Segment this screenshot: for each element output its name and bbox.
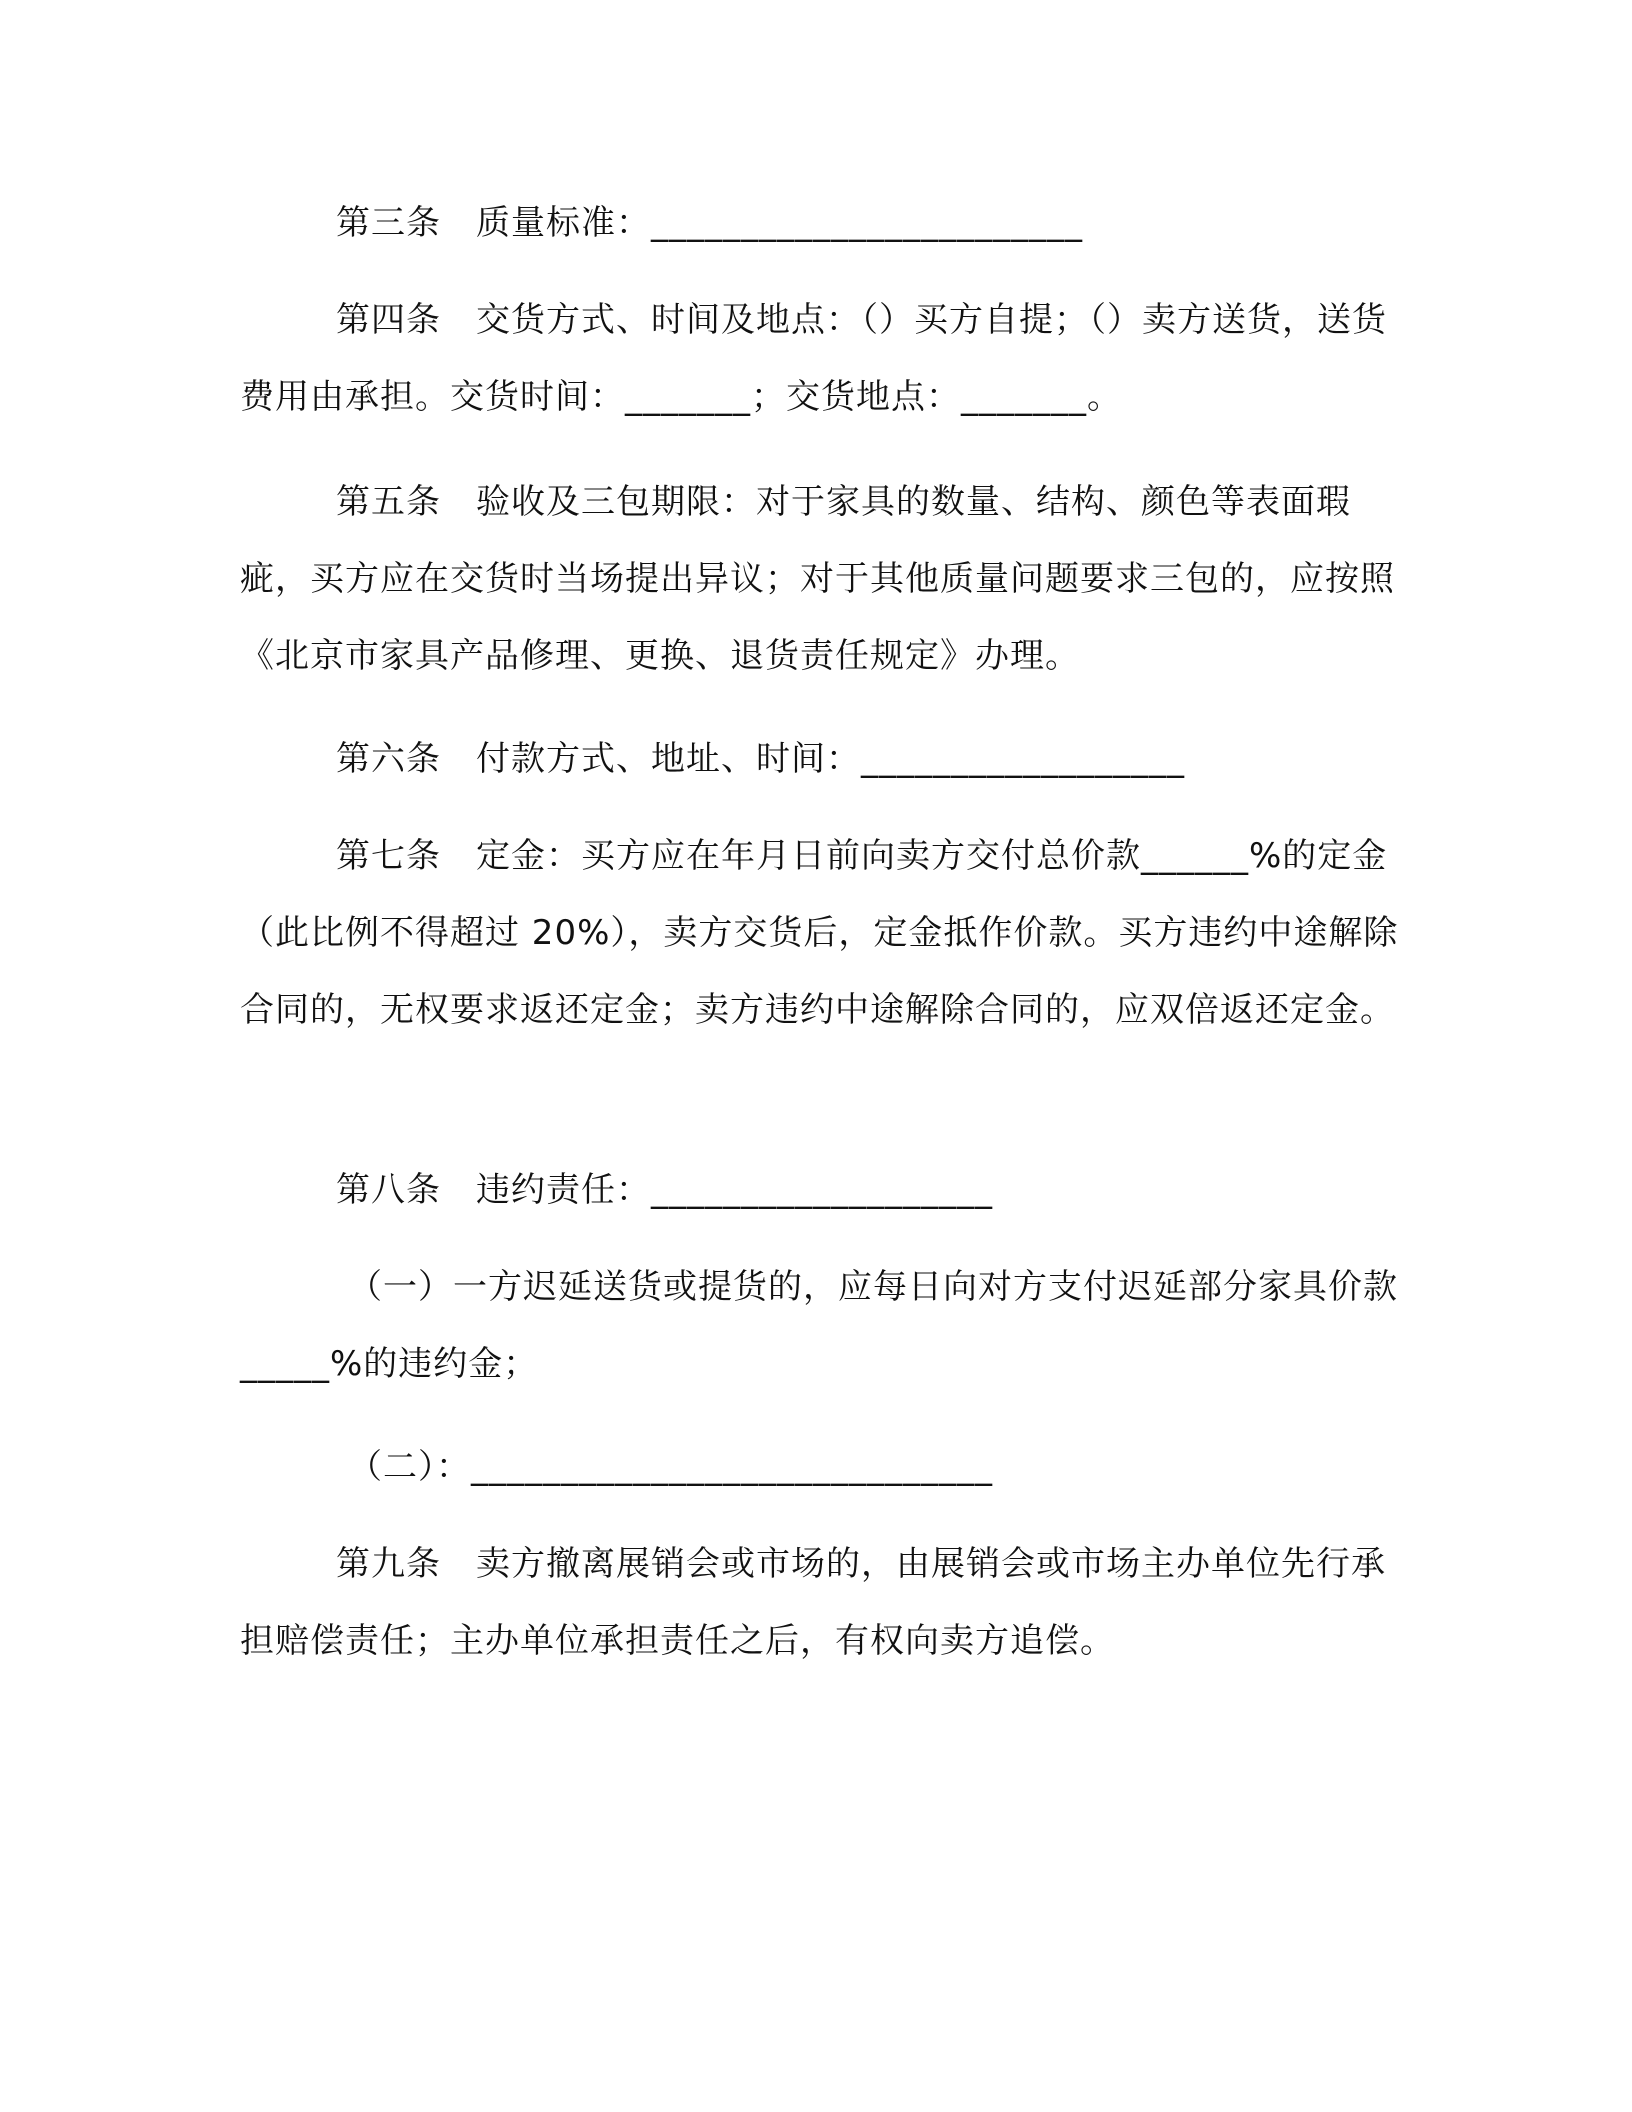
article-8-clause-2: （二）：_____________________________ — [348, 1447, 993, 1487]
article-5-acceptance-warranty: 第五条 验收及三包期限：对于家具的数量、结构、颜色等表面瑕疵，买方应在交货时当场提出异议；对于其他质量问题要求三包的，应按照《北京市家具产品修理、更换、退货责任规定》办理。 — [240, 482, 1395, 676]
article-3-quality-standard: 第三条 质量标准：________________________ — [336, 203, 1083, 243]
article-4-delivery: 第四条 交货方式、时间及地点：（）买方自提；（）卖方送货，送货费用由承担。交货时间：_______；交货地点：_______。 — [240, 300, 1387, 417]
article-8-clause-1: （一）一方迟延送货或提货的，应每日向对方支付迟延部分家具价款_____%的违约金； — [240, 1267, 1398, 1384]
article-6-payment: 第六条 付款方式、地址、时间：__________________ — [336, 739, 1185, 779]
article-9-withdrawal: 第九条 卖方撤离展销会或市场的，由展销会或市场主办单位先行承担赔偿责任；主办单位承担责任之后，有权向卖方追偿。 — [240, 1544, 1386, 1661]
article-8-liability: 第八条 违约责任：___________________ — [336, 1170, 993, 1210]
article-7-deposit: 第七条 定金：买方应在年月日前向卖方交付总价款______%的定金（此比例不得超过 20%），卖方交货后，定金抵作价款。买方违约中途解除合同的，无权要求返还定金；卖方违约中途解除合同的，应双倍返还定金。 — [240, 836, 1399, 1030]
